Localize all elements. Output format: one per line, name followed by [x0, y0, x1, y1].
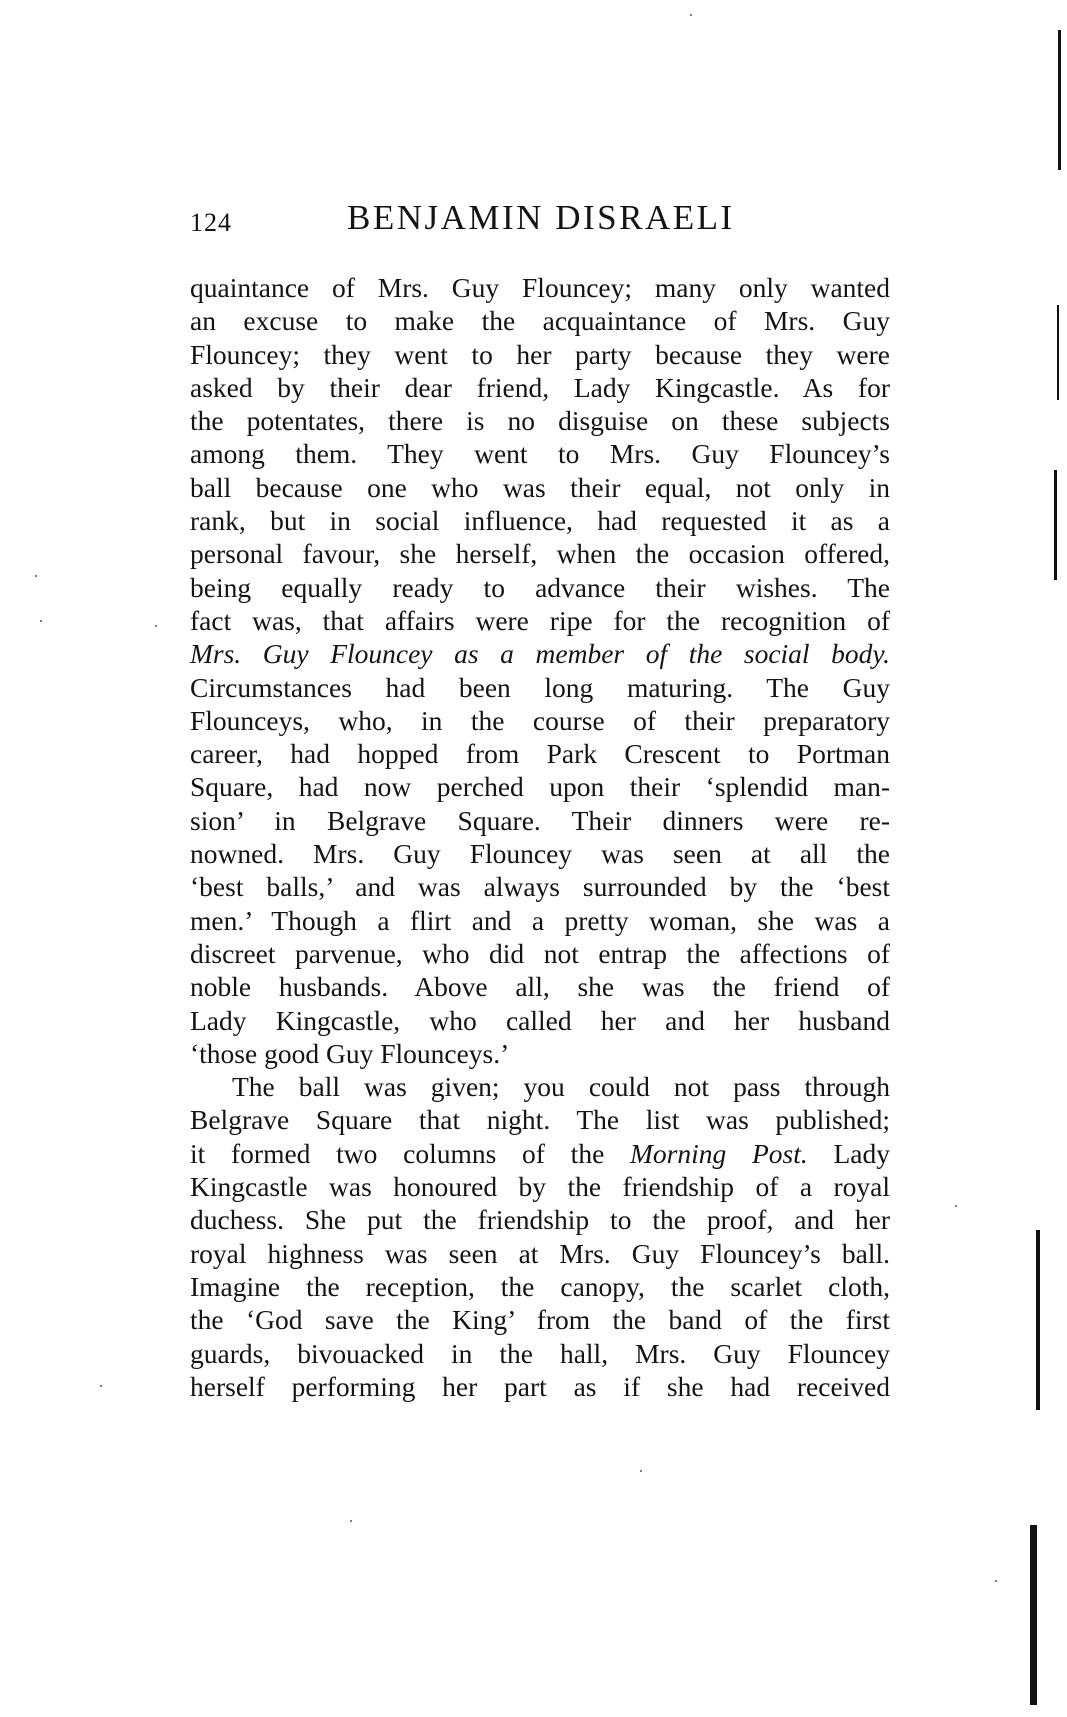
text-line: noble husbands. Above all, she was the friend of: [190, 971, 890, 1003]
text-line: Circumstances had been long maturing. The Guy: [190, 671, 890, 703]
text-line: Lady Kingcastle, who called her and her husband: [190, 1004, 890, 1036]
dust-speck: [640, 1470, 642, 1472]
text-line: Square, had now perched upon their ‘splendid man-: [190, 771, 890, 803]
text-line: quaintance of Mrs. Guy Flouncey; many only wanted: [190, 272, 890, 303]
text-line: the potentates, there is no disguise on these subjects: [190, 405, 890, 437]
text-line: asked by their dear friend, Lady Kingcastle. As for: [190, 371, 890, 403]
text-line: ‘best balls,’ and was always surrounded by the ‘best: [190, 871, 890, 903]
text-line: rank, but in social influence, had requested it as a: [190, 505, 890, 537]
text-line: the ‘God save the King’ from the band of the first: [190, 1304, 890, 1336]
scan-edge-mark: [1030, 1525, 1037, 1705]
dust-speck: [35, 575, 37, 577]
dust-speck: [100, 1385, 102, 1387]
text-line: Kingcastle was honoured by the friendship of a royal: [190, 1171, 890, 1203]
newspaper-title: Morning Post.: [630, 1137, 808, 1169]
dust-speck: [155, 625, 157, 627]
scan-edge-mark: [1057, 305, 1059, 400]
dust-speck: [995, 1580, 997, 1582]
dust-speck: [690, 14, 692, 16]
text-line: nowned. Mrs. Guy Flouncey was seen at all the: [190, 838, 890, 870]
text-line: ball because one who was their equal, not only in: [190, 471, 890, 503]
text-line: personal favour, she herself, when the occasion offered,: [190, 538, 890, 570]
scan-edge-mark: [1036, 1230, 1040, 1410]
text-line: discreet parvenue, who did not entrap the affections of: [190, 937, 890, 969]
page-number: 124: [190, 208, 232, 237]
body-text: [190, 271, 890, 1403]
text-line: Flouncey; they went to her party because they were: [190, 338, 890, 370]
text-line: being equally ready to advance their wishes. The: [190, 571, 890, 603]
text-line: fact was, that affairs were ripe for the recognition of: [190, 604, 890, 636]
text-line-with-title: [190, 1137, 890, 1170]
text-fragment: it formed two columns of the: [190, 1137, 631, 1169]
text-line: duchess. She put the friendship to the proof, and her: [190, 1204, 890, 1236]
dust-speck: [955, 1205, 957, 1207]
text-line: an excuse to make the acquaintance of Mrs. Guy: [190, 305, 890, 337]
text-line: Imagine the reception, the canopy, the scarlet cloth,: [190, 1270, 890, 1302]
text-line: Belgrave Square that night. The list was published;: [190, 1104, 890, 1136]
text-line: Flounceys, who, in the course of their preparatory: [190, 704, 890, 736]
text-line: among them. They went to Mrs. Guy Flouncey’s: [190, 438, 890, 470]
text-line: ‘those good Guy Flounceys.’: [190, 1037, 510, 1069]
text-line: career, had hopped from Park Crescent to Portman: [190, 738, 890, 770]
text-line: royal highness was seen at Mrs. Guy Flouncey’s ball.: [190, 1237, 890, 1269]
text-line: men.’ Though a flirt and a pretty woman, she was a: [190, 904, 890, 936]
scan-edge-mark: [1054, 470, 1057, 580]
scan-edge-mark: [1058, 30, 1061, 170]
text-line: sion’ in Belgrave Square. Their dinners were re-: [190, 804, 890, 836]
dust-speck: [350, 1520, 352, 1522]
text-line: guards, bivouacked in the hall, Mrs. Guy Flouncey: [190, 1337, 890, 1369]
text-line: herself performing her part as if she had received: [190, 1370, 890, 1402]
running-title: BENJAMIN DISRAELI: [347, 198, 735, 237]
text-fragment: Lady: [807, 1137, 890, 1169]
text-line: Mrs. Guy Flouncey as a member of the social body.: [190, 638, 890, 670]
dust-speck: [40, 620, 42, 622]
text-line: The ball was given; you could not pass through: [232, 1071, 890, 1103]
running-head: [190, 198, 890, 248]
